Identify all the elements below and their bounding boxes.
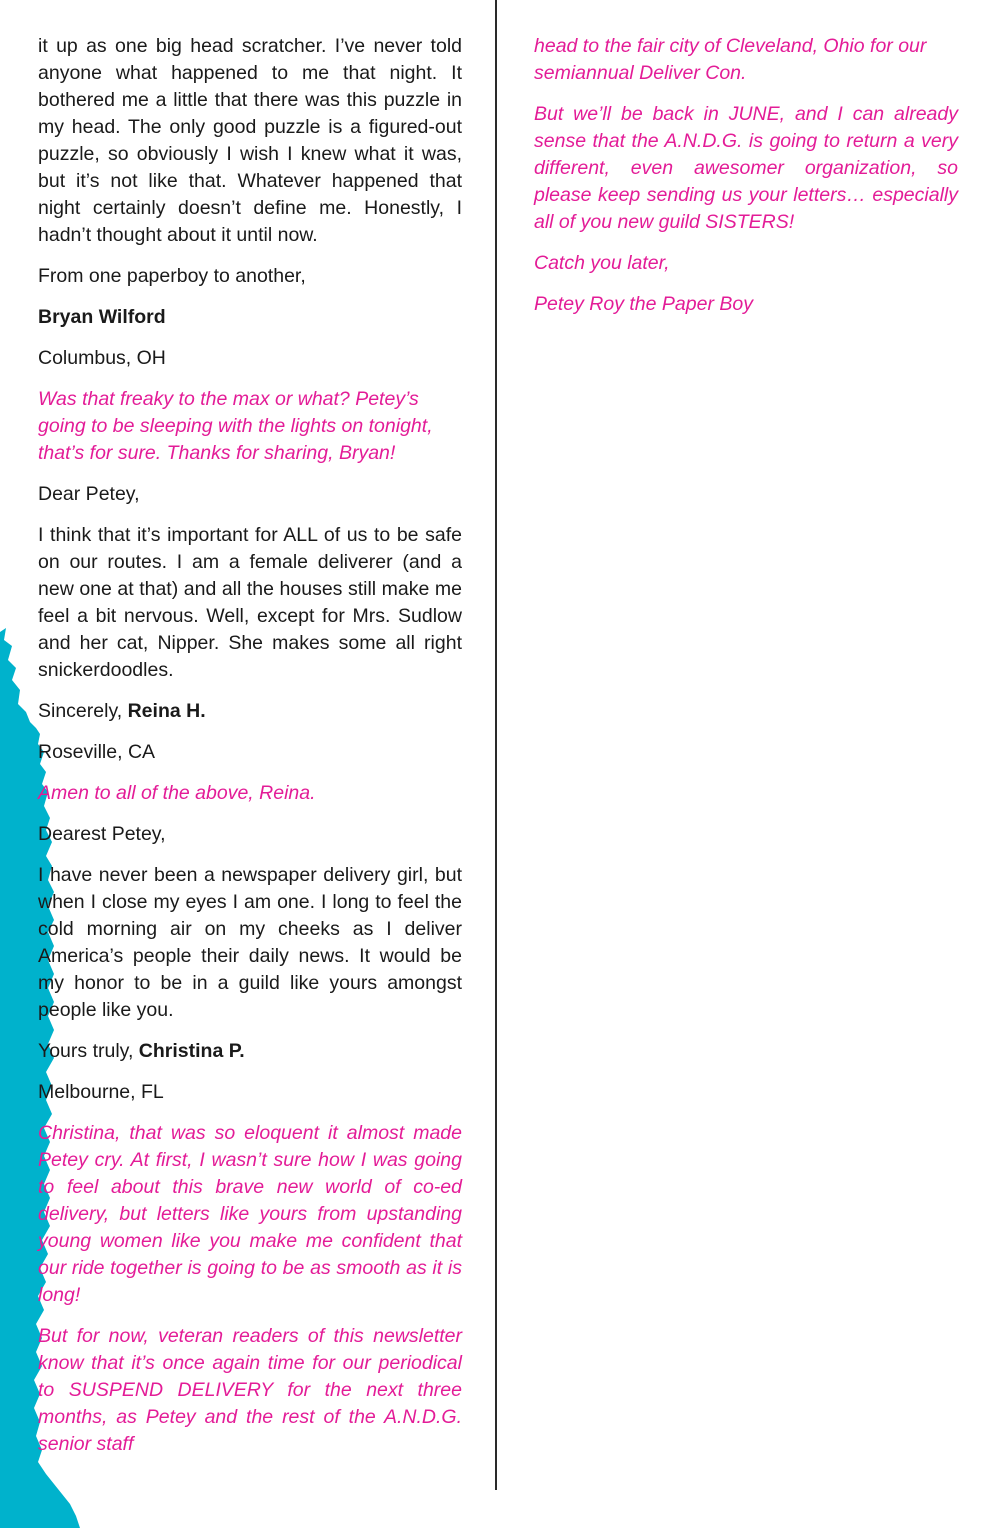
letter-2-signature: Reina H.	[127, 700, 206, 722]
letter-3-location: Melbourne, FL	[38, 1081, 164, 1103]
letter-2-closing-line	[38, 698, 462, 725]
letter-3-salutation: Dearest Petey,	[38, 823, 166, 845]
letter-2-location: Roseville, CA	[38, 741, 156, 763]
letter-2-closing: Sincerely,	[38, 700, 128, 722]
letter-1-signature: Bryan Wilford	[38, 306, 166, 328]
letter-3-signature: Christina P.	[138, 1040, 245, 1062]
editor-reply-1: Was that freaky to the max or what? Petey’s going to be sleeping with the lights on tonight, that’s for sure. Thanks for sharing, Bryan!	[38, 388, 433, 464]
editor-reply-2: Amen to all of the above, Reina.	[38, 782, 316, 804]
column-divider	[495, 0, 497, 1490]
editor-reply-3: Christina, that was so eloquent it almost made Petey cry. At first, I wasn’t sure how I was going to feel about this brave new world of co-ed delivery, but letters like yours from upstanding young women like you make me confident that our ride together is going to be as smooth as it is long!	[38, 1122, 462, 1306]
letter-2-body: I think that it’s important for ALL of us to be safe on our routes. I am a female deliverer (and a new one at that) and all the houses still make me feel a bit nervous. Well, except for Mrs. Sudlow and her cat, Nipper. She makes some all right snickerdoodles.	[38, 524, 462, 681]
right-column	[534, 33, 958, 332]
letter-3-closing: Yours truly,	[38, 1040, 139, 1062]
left-column	[38, 33, 462, 1472]
editor-reply-4: But for now, veteran readers of this newsletter know that it’s once again time for our periodical to SUSPEND DELIVERY for the next three months, as Petey and the rest of the A.N.D.G. senior staff	[38, 1325, 462, 1455]
editor-note-return: But we’ll be back in JUNE, and I can already sense that the A.N.D.G. is going to return a very different, even awesomer organization, so please keep sending us your letters… especially all of you new guild SISTERS!	[534, 103, 958, 233]
letter-3-closing-line	[38, 1038, 462, 1065]
letter-1-location: Columbus, OH	[38, 347, 166, 369]
letter-3-body: I have never been a newspaper delivery girl, but when I close my eyes I am one. I long to feel the cold morning air on my cheeks as I deliver America’s people their daily news. It would be my honor to be in a guild like yours amongst people like you.	[38, 864, 462, 1021]
editor-note-continuation: head to the fair city of Cleveland, Ohio for our semiannual Deliver Con.	[534, 35, 927, 84]
letter-1-body: it up as one big head scratcher. I’ve never told anyone what happened to me that night. It bothered me a little that there was this puzzle in my head. The only good puzzle is a figured-out puzzle, so obviously I wish I knew what it was, but it’s not like that. Whatever happened that night certainly doesn’t define me. Honestly, I hadn’t thought about it until now.	[38, 35, 462, 246]
letter-2-salutation: Dear Petey,	[38, 483, 140, 505]
editor-signature: Petey Roy the Paper Boy	[534, 293, 753, 315]
letter-1-closing: From one paperboy to another,	[38, 265, 306, 287]
editor-signoff: Catch you later,	[534, 252, 670, 274]
